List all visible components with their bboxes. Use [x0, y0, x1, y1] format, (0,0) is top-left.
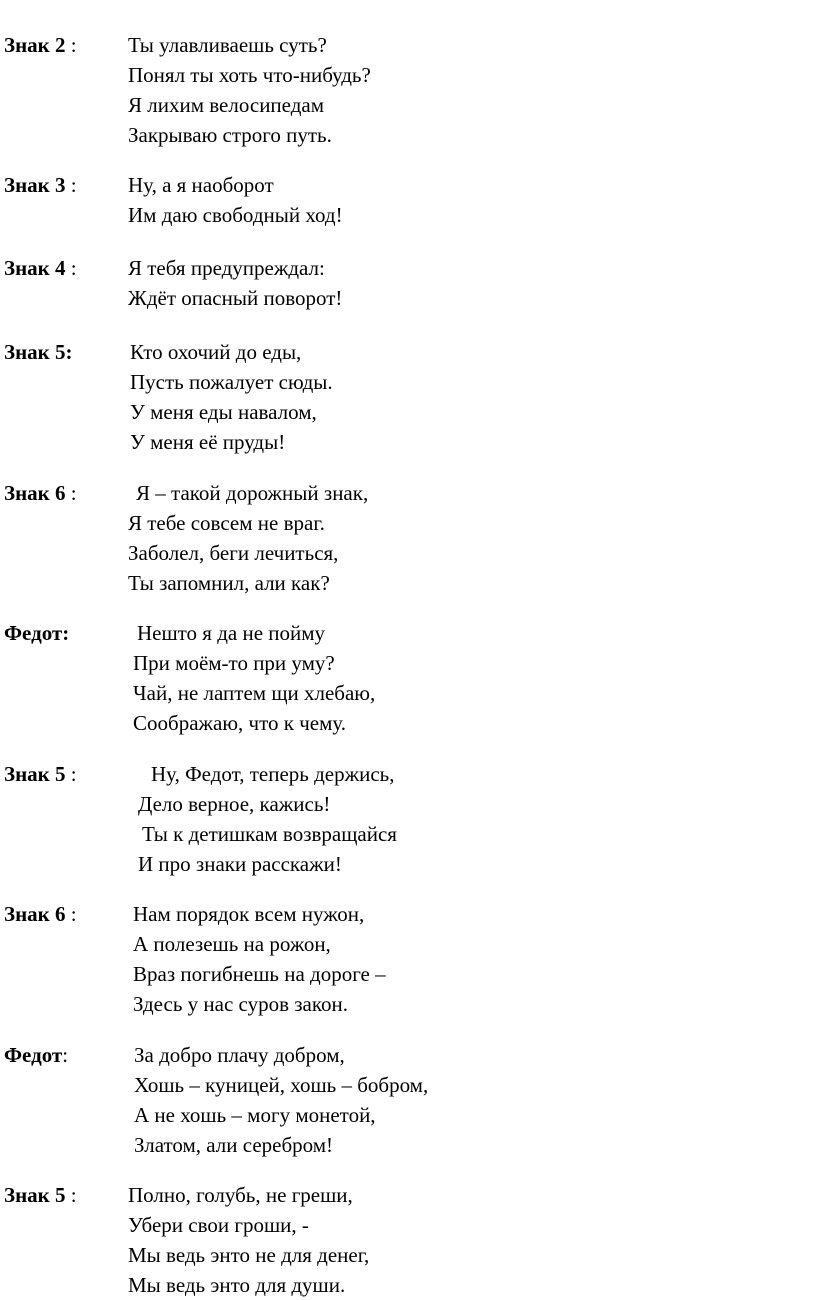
verse-lines — [128, 478, 368, 598]
speaker-label — [4, 1180, 77, 1210]
verse-line: Полно, голубь, не греши, — [128, 1183, 353, 1207]
verse-line: Соображаю, что к чему. — [133, 711, 347, 735]
verse-line: И про знаки расскажи! — [138, 852, 342, 876]
speaker-label — [4, 618, 69, 648]
verse-line: Чай, не лаптем щи хлебаю, — [133, 681, 376, 705]
speaker-label — [4, 1040, 68, 1070]
speaker-name: Знак 2 — [4, 33, 66, 57]
verse-line: Кто охочий до еды, — [130, 340, 302, 364]
verse-line: А полезешь на рожон, — [133, 932, 331, 956]
verse-line: Нешто я да не пойму — [137, 621, 326, 645]
verse-line: У меня её пруды! — [130, 430, 286, 454]
speaker-separator: : — [65, 173, 77, 197]
verse-line: Ну, Федот, теперь держись, — [151, 762, 395, 786]
verse-line: Я лихим велосипедам — [128, 93, 325, 117]
verse-lines — [130, 337, 333, 457]
verse-line: Ты к детишкам возвращайся — [142, 822, 397, 846]
speaker-label — [4, 253, 77, 283]
speaker-name: Знак 5: — [4, 340, 73, 364]
speaker-label — [4, 899, 77, 929]
verse-lines — [128, 1180, 369, 1300]
verse-lines — [133, 618, 375, 738]
verse-line: При моём-то при уму? — [133, 651, 335, 675]
verse-line: Мы ведь энто не для денег, — [128, 1243, 370, 1267]
verse-lines — [138, 759, 397, 879]
speaker-label — [4, 170, 77, 200]
verse-line: Пусть пожалует сюды. — [130, 370, 333, 394]
speaker-separator: : — [65, 902, 77, 926]
verse-line: Я – такой дорожный знак, — [136, 481, 369, 505]
verse-lines — [128, 253, 342, 313]
speaker-label — [4, 30, 77, 60]
speaker-name: Знак 6 — [4, 481, 66, 505]
verse-line: А не хошь – могу монетой, — [134, 1103, 376, 1127]
speaker-name: Федот: — [4, 621, 70, 645]
verse-lines — [134, 1040, 428, 1160]
verse-line: Ждёт опасный поворот! — [128, 286, 343, 310]
speaker-separator: : — [65, 1183, 77, 1207]
verse-line: Я тебе совсем не враг. — [128, 511, 325, 535]
speaker-name: Знак 5 — [4, 1183, 66, 1207]
speaker-label — [4, 759, 77, 789]
verse-lines — [128, 170, 343, 230]
verse-line: У меня еды навалом, — [130, 400, 317, 424]
speaker-separator: : — [65, 762, 77, 786]
speaker-separator: : — [62, 1043, 69, 1067]
speaker-separator: : — [65, 481, 77, 505]
verse-line: Дело верное, кажись! — [138, 792, 331, 816]
speaker-name: Знак 6 — [4, 902, 66, 926]
verse-line: Ты запомнил, али как? — [128, 571, 330, 595]
verse-line: Мы ведь энто для души. — [128, 1273, 346, 1297]
verse-line: Понял ты хоть что-нибудь? — [128, 63, 371, 87]
speaker-name: Знак 5 — [4, 762, 66, 786]
verse-line: Нам порядок всем нужон, — [133, 902, 365, 926]
speaker-label — [4, 337, 73, 367]
verse-line: Хошь – куницей, хошь – бобром, — [134, 1073, 429, 1097]
verse-line: Им даю свободный ход! — [128, 203, 343, 227]
speaker-separator: : — [65, 33, 77, 57]
verse-line: Заболел, беги лечиться, — [128, 541, 339, 565]
verse-line: За добро плачу добром, — [134, 1043, 345, 1067]
speaker-name: Знак 4 — [4, 256, 66, 280]
verse-line: Закрываю строго путь. — [128, 123, 332, 147]
verse-line: Убери свои гроши, - — [128, 1213, 309, 1237]
verse-line: Златом, али серебром! — [134, 1133, 334, 1157]
verse-lines — [128, 30, 371, 150]
verse-line: Ты улавливаешь суть? — [128, 33, 327, 57]
verse-line: Здесь у нас суров закон. — [133, 992, 349, 1016]
speaker-label — [4, 478, 77, 508]
verse-line: Ну, а я наоборот — [128, 173, 274, 197]
speaker-separator: : — [65, 256, 77, 280]
speaker-name: Знак 3 — [4, 173, 66, 197]
verse-lines — [133, 899, 386, 1019]
verse-line: Враз погибнешь на дороге – — [133, 962, 386, 986]
verse-line: Я тебя предупреждал: — [128, 256, 325, 280]
speaker-name: Федот — [4, 1043, 63, 1067]
